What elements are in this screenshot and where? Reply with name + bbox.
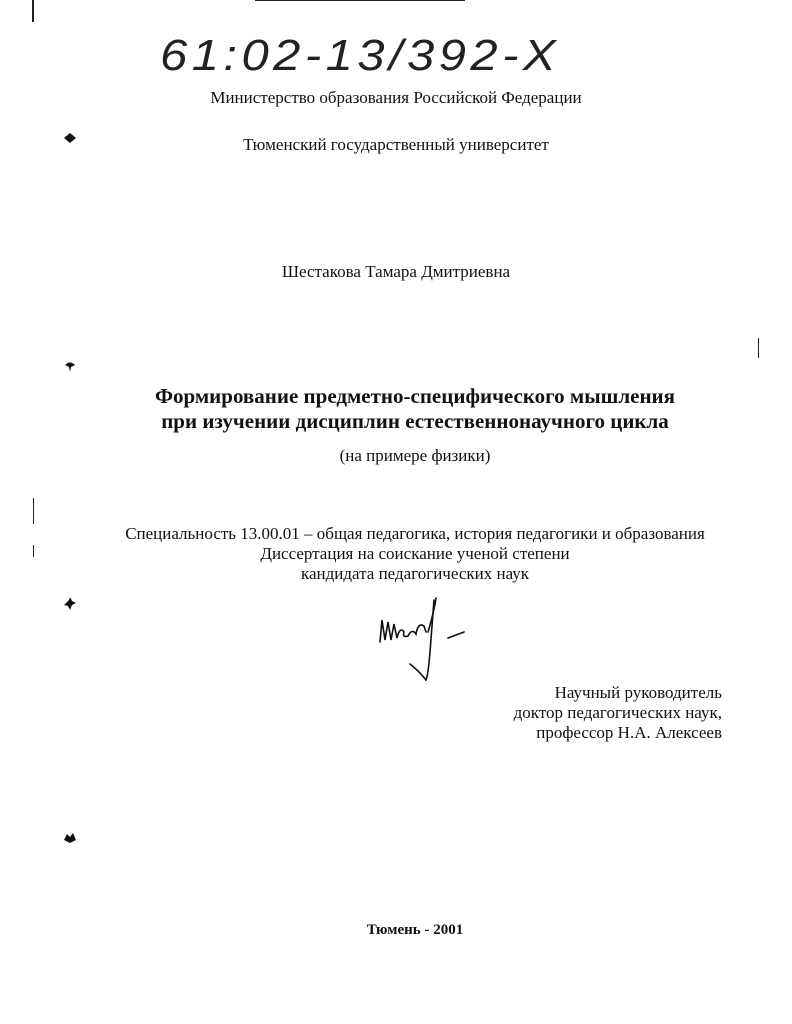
supervisor-degree: доктор педагогических наук, [513,703,722,722]
degree-line-1: Диссертация на соискание ученой степени [260,544,570,563]
degree-line-2: кандидата педагогических наук [300,564,530,583]
dissertation-title [0,384,792,434]
scan-mark-left-1 [33,498,34,524]
dissertation-subtitle: (на примере физики) [339,446,491,465]
supervisor-name: профессор Н.А. Алексеев [536,723,722,742]
city-year: Тюмень - 2001 [366,922,464,938]
scan-border-left [32,0,34,22]
supervisor-label: Научный руководитель [554,683,722,702]
archive-number-handwritten [150,22,580,82]
specialty-line: Специальность 13.00.01 – общая педагогика, история педагогики и образования [125,524,705,543]
university-heading: Тюменский государственный университет [243,135,549,154]
punch-mark-icon [62,358,78,374]
punch-mark-icon [62,830,78,846]
supervisor-block [514,683,722,743]
punch-mark-icon [62,596,78,612]
scan-border-right [758,338,759,358]
scan-border-top [255,0,465,1]
author-signature [372,592,472,684]
ministry-heading: Министерство образования Российской Федерации [210,88,582,107]
archive-number-text: 61:02-13/392-Х [160,31,560,80]
title-line-1: Формирование предметно-специфического мышления [154,384,676,408]
author-name: Шестакова Тамара Дмитриевна [281,262,511,281]
title-line-2: при изучении дисциплин естественнонаучного цикла [161,409,669,433]
